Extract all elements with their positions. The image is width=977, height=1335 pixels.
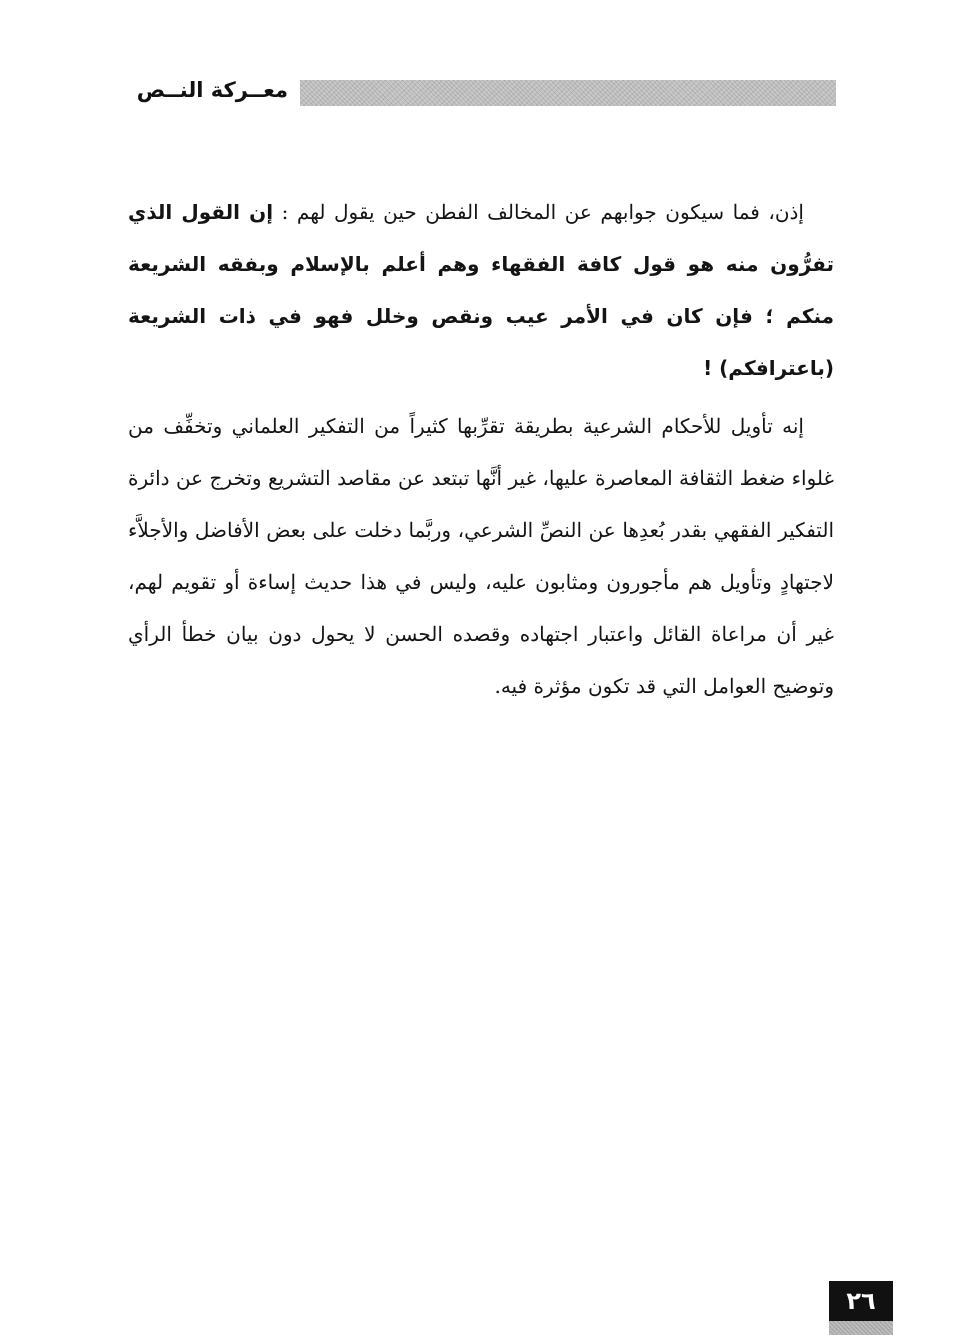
paragraph-2: إنه تأويل للأحكام الشرعية بطريقة تقرِّبها كثيراً من التفكير العلماني وتخفِّف من غلواء ضغط الثقافة المعاصرة عليها، غير أنَّها تبتعد عن مقاصد التشريع وتخرج عن دائرة التفكير الفقهي بقدر بُعدِها عن النصِّ الشرعي، وربَّما دخلت على بعض الأفاضل والأجلاَّء لاجتهادٍ وتأويل هم مأجورون ومثابون عليه، وليس في هذا حديث إساءة أو تقويم لهم، غير أن مراعاة القائل واعتبار اجتهاده وقصده الحسن لا يحول دون بيان خطأ الرأي وتوضيح العوامل التي قد تكون مؤثرة فيه. — [128, 414, 834, 698]
page-number-decoration — [829, 1321, 893, 1335]
paragraph-1-bold-quote: إن القول الذي تفرُّون منه هو قول كافة الفقهاء وهم أعلم بالإسلام وبفقه الشريعة منكم ؛ فإن كان في الأمر عيب ونقص وخلل فهو في ذات الشريعة (باعترافكم) ! — [128, 200, 834, 380]
page-number: ٢٦ — [829, 1281, 893, 1321]
running-header — [128, 78, 288, 110]
body-text — [128, 186, 834, 712]
paragraph-1 — [128, 186, 834, 394]
running-header-title: معــركة النــص — [136, 78, 288, 102]
paragraph-1-intro: إذن، فما سيكون جوابهم عن المخالف الفطن حين يقول لهم : — [273, 200, 804, 224]
header-decorative-bar — [300, 80, 836, 106]
